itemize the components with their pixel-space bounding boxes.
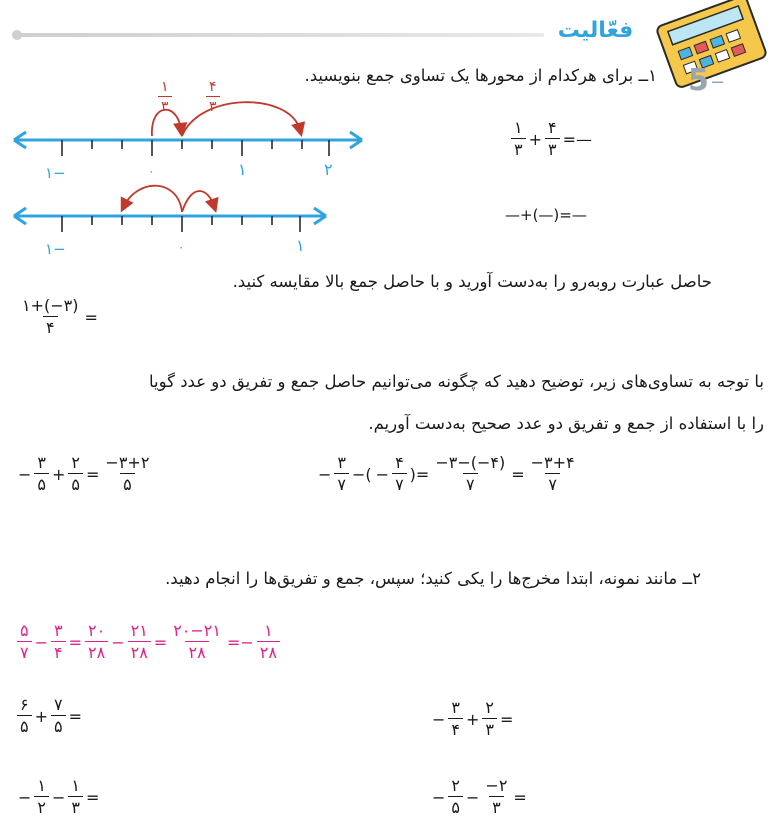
axis2-label-0: ۰ <box>178 240 185 254</box>
svg-text:5: 5 <box>688 63 709 92</box>
axis1-label-0: ۰ <box>148 164 155 178</box>
compare-text: حاصل عبارت روبه‌رو را به‌دست آورید و با حاصل جمع بالا مقایسه کنید. <box>232 272 712 291</box>
compare-expression: $\frac{۱+(-۳)}{۴}$ = <box>22 296 98 337</box>
q1-instruction: ۱ــ برای هرکدام از محورها یک تساوی جمع بنویسید. <box>304 66 657 85</box>
header-title: فعّالیت <box>557 18 634 43</box>
problem-3: − $\frac{۱}{۲}$ − $\frac{۱}{۳}$ = <box>18 776 100 817</box>
problem-4: − $\frac{۲}{۵}$ − $\frac{-۲}{۳}$ = <box>432 776 527 817</box>
arrow2-label: ۴ ۳ <box>206 80 220 114</box>
eq2: —+(—)=— <box>505 206 587 224</box>
calculator-icon <box>640 0 775 92</box>
axis1-label-neg1: ۱− <box>45 164 66 182</box>
q2-instruction: ۲ــ مانند نمونه، ابتدا مخرج‌ها را یکی کنید؛ سپس، جمع و تفریق‌ها را انجام دهید. <box>165 569 701 588</box>
sample-solution: $\frac{۵}{۷}$ − $\frac{۳}{۴}$ = $\frac{۲۰}{۲۸}$ − $\frac{۲۱}{۲۸}$ = $\frac{۲۰-۲۱}{۲۸}$ =− $\frac{۱}{۲۸}$ <box>16 623 281 661</box>
problem-2: − $\frac{۳}{۴}$ + $\frac{۲}{۳}$ = <box>432 698 514 739</box>
explain-line-1: با توجه به تساوی‌های زیر، توضیح دهید که چگونه می‌توانیم حاصل جمع و تفریق دو عدد گویا <box>148 372 764 391</box>
example-left: − $\frac{۳}{۵}$ + $\frac{۲}{۵}$ = $\frac{-۳+۲}{۵}$ <box>18 453 150 494</box>
axis1-label-2: ۲ <box>324 160 333 179</box>
axis2-label-neg1: ۱− <box>45 240 66 258</box>
arrow1-label: ۱ ۳ <box>158 80 172 114</box>
eq1: $\frac{۱}{۳}$ + $\frac{۴}{۳}$ =— <box>510 120 594 158</box>
header-rule <box>14 33 544 37</box>
axis2-label-1: ۱ <box>296 236 305 255</box>
axis1-label-1: ۱ <box>238 160 247 179</box>
svg-text:−: − <box>710 72 726 92</box>
header-left-dot <box>12 30 22 40</box>
problem-1: $\frac{۶}{۵}$ + $\frac{۷}{۵}$ = <box>16 697 84 735</box>
explain-line-2: را با استفاده از جمع و تفریق دو عدد صحیح به‌دست آوریم. <box>368 414 764 433</box>
example-right: − $\frac{۳}{۷}$ −( − $\frac{۴}{۷}$ )= $\frac{-۳-(-۴)}{۷}$ = $\frac{-۳+۴}{۷}$ <box>318 453 575 494</box>
